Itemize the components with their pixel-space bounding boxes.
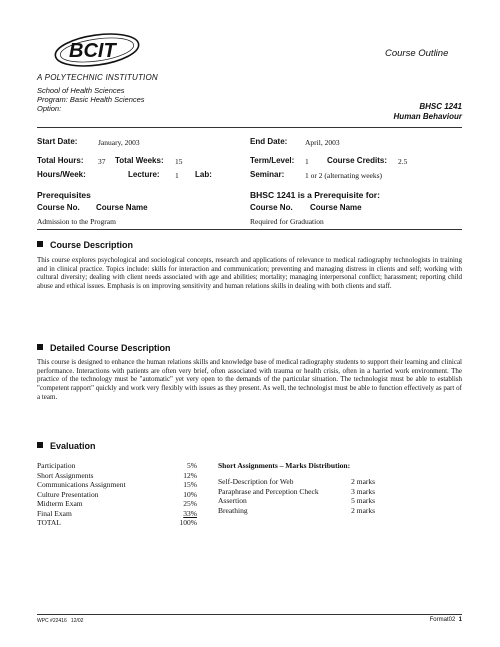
program-name: Program: Basic Health Sciences (37, 95, 145, 104)
course-description-heading (37, 240, 133, 250)
prereq-divider (37, 229, 462, 230)
term-value: 1 (305, 157, 309, 166)
short-assignments-title: Short Assignments – Marks Distribution: (218, 461, 351, 470)
course-code: BHSC 1241 (419, 102, 462, 111)
table-row (218, 496, 383, 506)
hours-week-label: Hours/Week: (37, 170, 86, 179)
end-date-value: April, 2003 (305, 138, 340, 147)
course-description-heading-text: Course Description (50, 240, 134, 250)
detailed-description-text: This course is designed to enhance the human relations skills and knowledge base of medical radiography students to support their learning and clinical performance. Interactions with patients are often very brief, often associated with trauma or health crisis, often in a harried work environment. The practice of the technology must be "automatic" yet very open to the demands of the particular situation. The technologist must be able to establish "competent rapport" quickly and work very flexibly with issues as they present. As well, the technologist must be able to function effectively as part of a team. (37, 358, 462, 401)
short-item-name: Breathing (218, 505, 248, 515)
eval-item-name: Final Exam (37, 508, 72, 518)
prereq-for-col-name: Course Name (310, 203, 362, 212)
short-item-value: 2 marks (351, 505, 376, 515)
bullet-square (37, 442, 43, 448)
short-assignments-table (218, 477, 383, 515)
school-block (37, 86, 145, 113)
table-row (37, 509, 197, 519)
table-row (37, 499, 197, 509)
total-hours-label: Total Hours: (37, 156, 84, 165)
footer-format: Format02 (429, 617, 456, 623)
detailed-description-heading (37, 343, 171, 353)
eval-total-label: TOTAL (37, 518, 61, 527)
eval-item-value: 15% (183, 480, 197, 489)
evaluation-heading-text: Evaluation (50, 441, 96, 451)
footer-right (430, 617, 462, 623)
total-weeks-value: 15 (175, 157, 183, 166)
lecture-value: 1 (175, 171, 179, 180)
eval-item-name: Culture Presentation (37, 489, 99, 499)
detailed-description-heading-text: Detailed Course Description (50, 343, 171, 353)
option-label: Option: (37, 104, 62, 113)
page-number: 1 (458, 617, 462, 623)
footer-left (37, 618, 83, 624)
credits-label: Course Credits: (327, 156, 388, 165)
prereq-title: Prerequisites (37, 190, 91, 200)
footer-doc-date: 12/02 (70, 618, 84, 624)
total-hours-value: 37 (98, 157, 106, 166)
total-weeks-label: Total Weeks: (115, 156, 164, 165)
table-row (37, 471, 197, 481)
evaluation-heading (37, 441, 96, 451)
start-date-value: January, 2003 (98, 138, 140, 147)
eval-item-value: 12% (183, 470, 197, 480)
bcit-logo (45, 28, 140, 72)
logo-text: BCIT (69, 40, 116, 62)
start-date-label: Start Date: (37, 137, 78, 146)
eval-item-value: 25% (183, 499, 197, 508)
table-row-total (37, 518, 197, 528)
table-row (218, 477, 383, 487)
short-item-name: Assertion (218, 496, 247, 505)
table-row (37, 461, 197, 471)
term-label: Term/Level: (250, 156, 295, 165)
seminar-label: Seminar: (250, 170, 285, 179)
lecture-label: Lecture: (128, 170, 160, 179)
table-row (218, 506, 383, 516)
table-row (218, 487, 383, 497)
prereq-for-title: BHSC 1241 is a Prerequisite for: (250, 190, 380, 200)
eval-item-name: Short Assignments (37, 470, 94, 480)
table-row (37, 480, 197, 490)
institution-tagline: A POLYTECHNIC INSTITUTION (37, 73, 158, 82)
bullet-square (37, 344, 43, 350)
short-item-name: Self-Description for Web (218, 477, 294, 486)
school-name: School of Health Sciences (37, 86, 125, 95)
prereq-col-name: Course Name (96, 203, 148, 212)
prereq-for-col-no: Course No. (250, 203, 293, 212)
bullet-square (37, 241, 43, 247)
eval-item-value: 10% (183, 489, 197, 499)
footer-doc-id: WPC #22416 (37, 618, 67, 624)
doc-type: Course Outline (385, 48, 449, 59)
course-id-block (394, 102, 462, 122)
credits-value: 2.5 (398, 157, 408, 166)
eval-total-value: 100% (179, 518, 197, 527)
course-description-text: This course explores psychological and sociological concepts, research and applications of relevance to medical radiography technologists in training and in clinical practice. Topics include: skills for interaction and communication; preventing and managing distress in clients and self; working with cultural diversity; dealing with client needs associated with age and abilities; mortality; managing interpersonal conflict; harassment; reporting child abuse and ethical issues. Emphasis is on improving sensitivity and human relations skills in dealing with both clients and staff. (37, 256, 462, 291)
header-divider (37, 127, 462, 128)
table-row (37, 490, 197, 500)
eval-item-name: Communications Assignment (37, 480, 126, 489)
prereq-col-no: Course No. (37, 203, 80, 212)
eval-item-value: 5% (187, 461, 197, 470)
prereq-value: Admission to the Program (37, 217, 116, 226)
footer-divider (37, 614, 462, 615)
eval-item-value: 33% (183, 508, 197, 518)
short-item-value: 3 marks (351, 486, 376, 496)
eval-item-name: Participation (37, 461, 76, 470)
evaluation-table (37, 461, 197, 528)
lab-label: Lab: (195, 170, 212, 179)
eval-item-name: Midterm Exam (37, 499, 83, 508)
short-item-value: 5 marks (351, 496, 376, 505)
short-item-value: 2 marks (351, 477, 376, 486)
prereq-for-value: Required for Graduation (250, 217, 324, 226)
seminar-value: 1 or 2 (alternating weeks) (305, 171, 383, 180)
short-item-name: Paraphrase and Perception Check (218, 486, 319, 496)
end-date-label: End Date: (250, 137, 288, 146)
course-title: Human Behaviour (393, 112, 462, 121)
